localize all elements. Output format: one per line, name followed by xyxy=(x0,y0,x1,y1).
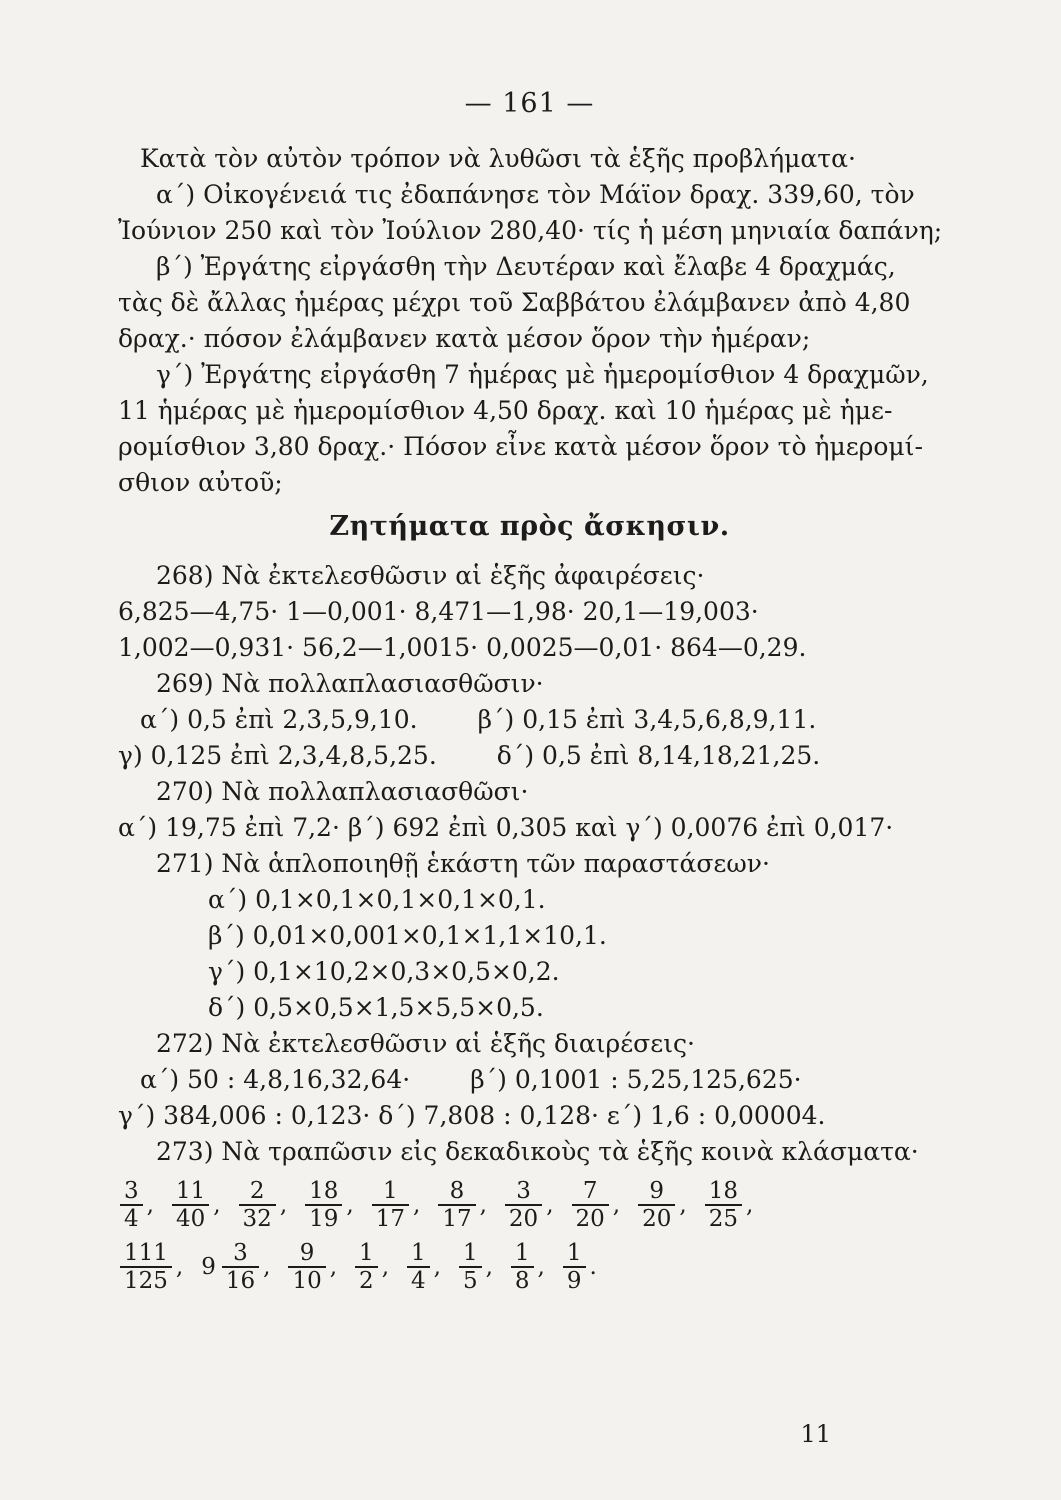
exercise-item: β΄) 0,1001 : 5,25,125,625· xyxy=(470,1065,802,1094)
text-line: Ἰούνιον 250 καὶ τὸν Ἰούλιον 280,40· τίς ἡ μέση μηνιαία δαπάνη; xyxy=(118,216,943,245)
numerator: 7 xyxy=(582,1178,598,1204)
denominator: 16 xyxy=(222,1266,259,1294)
exercise-line: γ΄) 384,006 : 0,123· δ΄) 7,808 : 0,128· ε΄) 1,6 : 0,00004. xyxy=(118,1101,826,1130)
numerator: 18 xyxy=(309,1178,339,1204)
fraction xyxy=(459,1240,482,1294)
fraction xyxy=(120,1178,143,1232)
numerator: 18 xyxy=(708,1178,738,1204)
text-line: β΄) Ἐργάτης εἰργάσθη τὴν Δευτέραν καὶ ἔλαβε 4 δραχμάς, xyxy=(156,252,896,281)
exercise-title: 271) Νὰ ἁπλοποιηθῇ ἑκάστη τῶν παραστάσεων· xyxy=(156,849,770,878)
exercise-title: 272) Νὰ ἐκτελεσθῶσιν αἱ ἑξῆς διαιρέσεις· xyxy=(156,1029,695,1058)
denominator: 20 xyxy=(505,1204,542,1232)
text-line: ρομίσθιον 3,80 δραχ.· Πόσον εἶνε κατὰ μέσον ὅρον τὸ ἡμερομί- xyxy=(118,432,923,461)
denominator: 2 xyxy=(355,1266,378,1294)
exercise-273 xyxy=(118,1134,941,1294)
denominator: 20 xyxy=(572,1204,609,1232)
signature-mark: 11 xyxy=(800,1420,831,1448)
numerator: 2 xyxy=(249,1178,265,1204)
denominator: 4 xyxy=(407,1266,430,1294)
denominator: 19 xyxy=(305,1204,342,1232)
denominator: 40 xyxy=(172,1204,209,1232)
text-line: Κατὰ τὸν αὐτὸν τρόπον νὰ λυθῶσι τὰ ἑξῆς προβλήματα· xyxy=(140,144,856,173)
fraction xyxy=(505,1178,542,1232)
exercise-title: 273) Νὰ τραπῶσιν εἰς δεκαδικοὺς τὰ ἑξῆς κοινὰ κλάσματα· xyxy=(156,1137,919,1166)
fraction xyxy=(511,1240,534,1294)
fraction xyxy=(572,1178,609,1232)
fraction xyxy=(222,1240,259,1294)
numerator: 11 xyxy=(175,1178,206,1204)
numerator: 1 xyxy=(514,1240,530,1266)
fraction-row: $\frac{111}{125}$ , 9 $\frac{3}{16}$ , $\frac{9}{10}$ , $\frac{1}{2}$ , $\frac{1}{4}$ , $\frac{1}{5}$ , $\frac{1}{8}$ , $\frac{1}{9}$ . xyxy=(118,1240,941,1294)
exercise-269 xyxy=(118,666,941,774)
exercise-title: 270) Νὰ πολλαπλασιασθῶσι· xyxy=(156,777,529,806)
mixed-number xyxy=(201,1240,259,1294)
exercise-title: 268) Νὰ ἐκτελεσθῶσιν αἱ ἑξῆς ἀφαιρέσεις· xyxy=(156,561,705,590)
exercise-line: δ΄) 0,5×0,5×1,5×5,5×0,5. xyxy=(208,993,544,1022)
exercise-270 xyxy=(118,774,941,846)
denominator: 4 xyxy=(120,1204,143,1232)
numerator: 1 xyxy=(383,1178,398,1204)
exercise-row xyxy=(118,1062,941,1098)
exercise-line: 1,002—0,931· 56,2—1,0015· 0,0025—0,01· 864—0,29. xyxy=(118,633,807,662)
denominator: 17 xyxy=(372,1204,409,1232)
numerator: 1 xyxy=(359,1240,374,1266)
exercise-title: 269) Νὰ πολλαπλασιασθῶσιν· xyxy=(156,669,544,698)
exercise-item: α΄) 50 : 4,8,16,32,64· xyxy=(140,1065,411,1094)
exercise-row xyxy=(118,738,941,774)
exercise-line: β΄) 0,01×0,001×0,1×1,1×10,1. xyxy=(208,921,607,950)
text-line: α΄) Οἰκογένειά τις ἐδαπάνησε τὸν Μάϊον δραχ. 339,60, τὸν xyxy=(156,180,915,209)
page-number: — 161 — xyxy=(464,88,595,119)
fraction xyxy=(120,1240,172,1294)
fraction xyxy=(305,1178,342,1232)
denominator: 9 xyxy=(563,1266,586,1294)
exercise-item: α΄) 0,5 ἐπὶ 2,3,5,9,10. xyxy=(140,705,418,734)
numerator: 1 xyxy=(462,1240,478,1266)
exercise-268 xyxy=(118,558,941,666)
numerator: 9 xyxy=(649,1178,665,1204)
fraction xyxy=(355,1240,378,1294)
fraction xyxy=(372,1178,409,1232)
denominator: 8 xyxy=(511,1266,534,1294)
fraction xyxy=(407,1240,430,1294)
text-line: σθιον αὐτοῦ; xyxy=(118,468,283,497)
denominator: 17 xyxy=(438,1204,475,1232)
fraction xyxy=(638,1178,675,1232)
fraction xyxy=(239,1178,276,1232)
numerator: 111 xyxy=(124,1240,168,1266)
numerator: 9 xyxy=(299,1240,315,1266)
text-line: τὰς δὲ ἄλλας ἡμέρας μέχρι τοῦ Σαββάτου ἐλάμβανεν ἀπὸ 4,80 xyxy=(118,288,911,317)
fraction-row: $\frac{3}{4}$ , $\frac{11}{40}$ , $\frac{2}{32}$ , $\frac{18}{19}$ , $\frac{1}{17}$ , $\frac{8}{17}$ , $\frac{3}{20}$ , $\frac{7}{20}$ , $\frac{9}{20}$ , $\frac{18}{25}$ , xyxy=(118,1178,941,1232)
numerator: 3 xyxy=(124,1178,139,1204)
numerator: 8 xyxy=(449,1178,465,1204)
fraction xyxy=(563,1240,586,1294)
exercise-line: γ΄) 0,1×10,2×0,3×0,5×0,2. xyxy=(208,957,560,986)
denominator: 32 xyxy=(239,1204,276,1232)
exercise-item: β΄) 0,15 ἐπὶ 3,4,5,6,8,9,11. xyxy=(477,705,817,734)
text-line: 11 ἡμέρας μὲ ἡμερομίσθιον 4,50 δραχ. καὶ 10 ἡμέρας μὲ ἡμε- xyxy=(118,396,893,425)
denominator: 25 xyxy=(705,1204,742,1232)
text-line: γ΄) Ἐργάτης εἰργάσθη 7 ἡμέρας μὲ ἡμερομίσθιον 4 δραχμῶν, xyxy=(156,360,929,389)
mixed-whole: 9 xyxy=(201,1254,216,1280)
fraction xyxy=(705,1178,742,1232)
exercise-row xyxy=(118,702,941,738)
exercise-line: α΄) 19,75 ἐπὶ 7,2· β΄) 692 ἐπὶ 0,305 καὶ γ΄) 0,0076 ἐπὶ 0,017· xyxy=(118,813,894,842)
exercise-line: α΄) 0,1×0,1×0,1×0,1×0,1. xyxy=(208,885,546,914)
fraction xyxy=(288,1240,325,1294)
intro-text xyxy=(118,141,941,501)
text-line: δραχ.· πόσον ἐλάμβανεν κατὰ μέσον ὅρον τὴν ἡμέραν; xyxy=(118,324,811,353)
section-heading: Ζητήματα πρὸς ἄσκησιν. xyxy=(329,511,730,542)
denominator: 10 xyxy=(288,1266,325,1294)
fraction xyxy=(438,1178,475,1232)
fraction xyxy=(172,1178,209,1232)
exercise-272 xyxy=(118,1026,941,1134)
denominator: 125 xyxy=(120,1266,172,1294)
numerator: 3 xyxy=(233,1240,248,1266)
exercise-271 xyxy=(118,846,941,1026)
numerator: 1 xyxy=(566,1240,582,1266)
numerator: 1 xyxy=(411,1240,426,1266)
denominator: 20 xyxy=(638,1204,675,1232)
exercise-line: 6,825—4,75· 1—0,001· 8,471—1,98· 20,1—19,003· xyxy=(118,597,759,626)
exercise-item: δ΄) 0,5 ἐπὶ 8,14,18,21,25. xyxy=(496,741,821,770)
numerator: 3 xyxy=(516,1178,531,1204)
denominator: 5 xyxy=(459,1266,482,1294)
exercise-item: γ) 0,125 ἐπὶ 2,3,4,8,5,25. xyxy=(118,741,437,770)
